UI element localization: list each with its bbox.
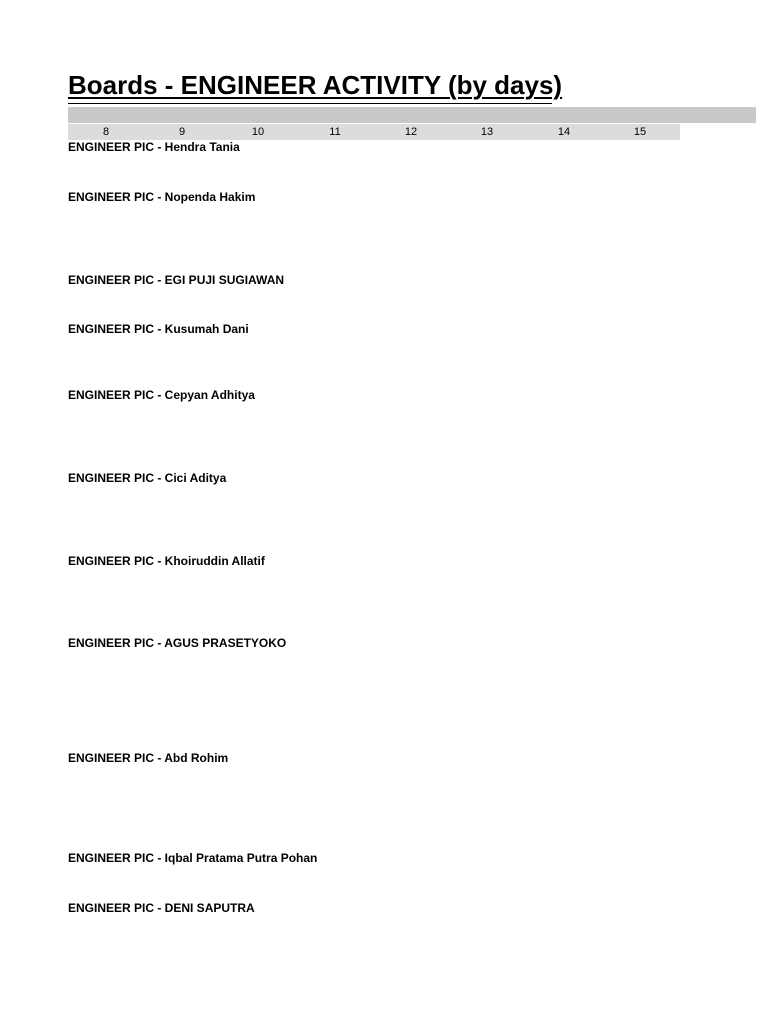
days-header-row [68,124,680,140]
engineer-row: ENGINEER PIC - Khoiruddin Allatif [68,554,265,568]
engineer-row: ENGINEER PIC - DENI SAPUTRA [68,901,255,915]
day-header-cell: 9 [178,126,186,138]
engineer-row: ENGINEER PIC - Hendra Tania [68,140,240,154]
day-header-cell: 11 [329,126,341,138]
day-header-cell: 8 [102,126,110,138]
page-title: Boards - ENGINEER ACTIVITY (by days) [68,70,563,100]
engineer-row: ENGINEER PIC - Cici Aditya [68,471,227,485]
engineer-row: ENGINEER PIC - Cepyan Adhitya [68,388,255,402]
engineer-row: ENGINEER PIC - Iqbal Pratama Putra Pohan [68,851,318,865]
day-header-cell: 15 [633,126,647,138]
day-header-cell: 12 [404,126,418,138]
engineer-row: ENGINEER PIC - AGUS PRASETYOKO [68,636,287,650]
engineer-row: ENGINEER PIC - EGI PUJI SUGIAWAN [68,273,285,287]
engineer-row: ENGINEER PIC - Kusumah Dani [68,322,249,336]
day-header-cell: 14 [557,126,571,138]
engineer-row: ENGINEER PIC - Abd Rohim [68,751,229,765]
header-band [68,107,756,123]
day-header-cell: 10 [251,126,265,138]
day-header-cell: 13 [480,126,494,138]
engineer-row: ENGINEER PIC - Nopenda Hakim [68,190,256,204]
title-double-underline [68,103,552,104]
